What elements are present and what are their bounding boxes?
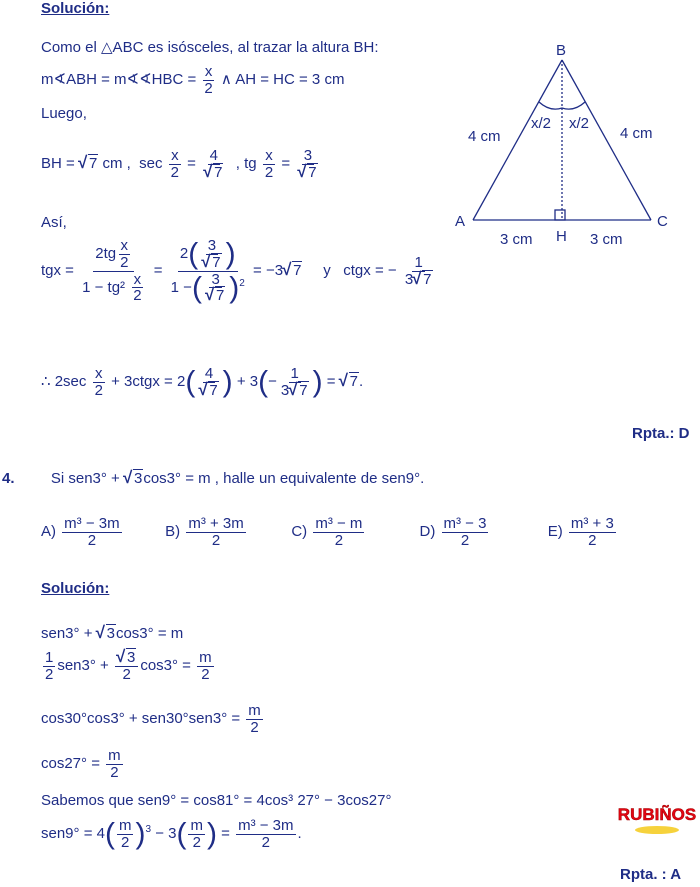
- text: cos3° =: [140, 657, 191, 675]
- num: [93, 238, 134, 272]
- eq: =: [281, 155, 291, 173]
- den: 2: [192, 833, 201, 851]
- sqrt7: [283, 262, 302, 279]
- fraction-m-2: [188, 818, 205, 851]
- den: 2: [170, 163, 179, 181]
- fraction-x-2: [169, 148, 181, 181]
- fraction-1-3sqrt7: [403, 255, 435, 288]
- asi-text: Así,: [41, 214, 67, 231]
- angle-arc-left: [539, 102, 562, 109]
- num: x: [204, 63, 213, 80]
- text: cos27° =: [41, 755, 100, 773]
- text: cos3° = m: [115, 625, 184, 642]
- option-e[interactable]: [548, 516, 618, 549]
- bh-line: [41, 148, 322, 181]
- num: 3: [207, 237, 217, 254]
- den: 2: [133, 287, 142, 305]
- fraction-x-2: [93, 366, 105, 399]
- num: m: [190, 817, 203, 834]
- num: 2( 3 √ 7 ): [178, 238, 238, 272]
- den: 2: [120, 253, 129, 271]
- fraction-1-3sqrt7: [279, 366, 311, 399]
- angle-arc-right: [562, 102, 585, 109]
- den: [403, 272, 435, 288]
- answer-options: [41, 516, 618, 549]
- den: 2: [110, 763, 119, 781]
- num: x: [171, 147, 179, 164]
- den: 2: [264, 163, 274, 181]
- coef: 3: [280, 381, 290, 399]
- question-4: [2, 470, 424, 487]
- fraction-m-2: [197, 650, 214, 683]
- text: cos30°cos3° + sen30°sen3° =: [41, 710, 241, 728]
- radicand: 7: [88, 155, 98, 173]
- ah-hc-text: ∧ AH = HC = 3 cm: [220, 71, 345, 89]
- radicand: 3: [106, 625, 115, 642]
- bh-label: BH =: [41, 155, 75, 173]
- fraction-m-2: [106, 748, 123, 781]
- den: 2: [334, 531, 344, 549]
- plus-three: + 3: [236, 373, 259, 391]
- label-ab: 4 cm: [468, 128, 501, 145]
- num: x: [133, 270, 142, 288]
- radicand: 7: [212, 253, 221, 271]
- vertex-c: C: [657, 213, 668, 230]
- minus-sign: −: [268, 373, 277, 391]
- option-label: A): [41, 523, 56, 541]
- radicand: 7: [214, 163, 223, 181]
- num: m³ − 3: [443, 515, 487, 532]
- fraction-sqrt3-2: [115, 650, 138, 683]
- num: m: [108, 747, 121, 764]
- den: [296, 165, 319, 181]
- coef: 3: [404, 270, 414, 288]
- option-label: C): [291, 523, 308, 541]
- fraction-m-2: [117, 818, 134, 851]
- label-half-right: x/2: [569, 115, 590, 132]
- sqrt3: [124, 470, 143, 487]
- period: .: [359, 373, 364, 391]
- den: 2: [87, 531, 97, 549]
- option-a[interactable]: [41, 516, 161, 549]
- right-angle-mark: [555, 210, 565, 220]
- option-d[interactable]: [420, 516, 544, 549]
- fraction-1-2: [43, 650, 55, 683]
- eq: =: [187, 155, 196, 173]
- sqrt7: [79, 155, 98, 172]
- radicand: 7: [293, 261, 302, 279]
- comma: ,: [235, 155, 240, 173]
- num: x: [265, 147, 273, 164]
- eq: =: [153, 261, 163, 279]
- den: [202, 165, 225, 181]
- sol2-line6: sen9° = 4( $\frac{m}{2}$ )$^3$ − 3( $\frac{m}{2}$ ) = $\frac{\text{m³ − 3m}}{2}$ .: [41, 817, 302, 851]
- sol2-line4: [41, 748, 125, 781]
- den: 2: [460, 531, 470, 549]
- tgx-formula: [41, 238, 437, 304]
- den: 2: [121, 833, 130, 851]
- sol2-line2: [41, 650, 216, 683]
- num: 1: [414, 253, 423, 271]
- fraction-x-2: [263, 148, 275, 181]
- question-text-a: Si sen3° +: [50, 470, 120, 487]
- option-label: E): [547, 523, 563, 541]
- triangle-diagram: [440, 38, 670, 253]
- result: = −3: [253, 261, 284, 279]
- text: sen3° +: [41, 625, 93, 642]
- period: .: [297, 825, 302, 843]
- double-angle-fraction: [80, 238, 147, 304]
- radicand: 3: [126, 649, 136, 666]
- vertex-a: A: [455, 213, 466, 230]
- den: 2: [211, 531, 221, 549]
- num: m³ − 3m: [238, 817, 294, 834]
- answer-1: Rpta.: D: [632, 425, 690, 442]
- num: 4: [209, 147, 218, 164]
- num: m³ + 3: [570, 515, 614, 532]
- therefore-text: ∴ 2sec: [41, 373, 87, 391]
- text: sen3° +: [57, 657, 109, 675]
- question-text-b: cos3° = m , halle un equivalente de sen9°.: [143, 470, 425, 487]
- den: 2: [261, 833, 270, 851]
- den: [80, 272, 147, 305]
- eq: =: [221, 825, 230, 843]
- num: m³ + 3m: [188, 515, 244, 532]
- label-hc: 3 cm: [590, 231, 623, 248]
- den: 2: [122, 665, 131, 683]
- label-bc: 4 cm: [620, 125, 653, 142]
- den: 2: [45, 665, 54, 683]
- option-label: D): [419, 523, 436, 541]
- fraction-3-sqrt7: [296, 148, 319, 181]
- vertex-b: B: [556, 42, 567, 59]
- luego-text: Luego,: [41, 105, 87, 122]
- tg-label: tg: [244, 155, 257, 173]
- unit: cm ,: [102, 155, 131, 173]
- fraction-result: [236, 818, 295, 851]
- num: m: [199, 649, 212, 666]
- num: m³ − m: [315, 515, 363, 532]
- solution-heading-2: Solución:: [41, 580, 110, 597]
- label-half-left: x/2: [531, 115, 552, 132]
- option-b[interactable]: [165, 516, 287, 549]
- radicand: 3: [134, 470, 143, 487]
- num: 4: [204, 365, 214, 382]
- num: 1: [290, 365, 299, 382]
- num: m: [248, 702, 261, 719]
- fraction-m-2: [246, 703, 263, 736]
- and-text: y: [323, 261, 331, 279]
- angle-relation: [41, 64, 344, 97]
- sol2-line1: [41, 625, 183, 642]
- den: 1 −( 3 √ 7 )$^2$: [169, 272, 247, 305]
- mid-text: + 3ctgx = 2: [111, 373, 186, 391]
- radicand: 7: [209, 381, 218, 399]
- den: 2: [204, 79, 213, 97]
- num-text: 2tg: [95, 245, 117, 263]
- statement-line: Como el △ABC es isósceles, al trazar la altura BH:: [41, 39, 379, 56]
- sqrt7: [340, 373, 359, 390]
- radicand: 7: [299, 381, 308, 399]
- option-c[interactable]: [291, 516, 415, 549]
- radicand: 7: [308, 163, 317, 181]
- svg-text:RUBIÑOS: RUBIÑOS: [617, 805, 697, 824]
- eq: =: [326, 373, 336, 391]
- num: x: [95, 365, 103, 382]
- question-number: 4.: [2, 470, 15, 487]
- substituted-fraction: [169, 238, 247, 304]
- fraction-x-2: [202, 64, 214, 97]
- num: 3: [303, 147, 313, 164]
- radicand: 7: [423, 270, 432, 288]
- rubinos-logo: [617, 790, 697, 840]
- den: 2: [94, 381, 103, 399]
- num: m³ − 3m: [64, 515, 120, 532]
- den: 2: [250, 718, 259, 736]
- tgx-label: tgx =: [41, 261, 74, 279]
- den: 2: [201, 665, 210, 683]
- sol2-line5: Sabemos que sen9° = cos81° = 4cos³ 27° − 3cos27°: [41, 792, 392, 809]
- num: 3: [211, 270, 220, 288]
- fraction-4-sqrt7: [197, 366, 220, 399]
- vertex-h: H: [556, 228, 567, 245]
- conclusion-line: ∴ 2sec $\frac{x}{2}$ + 3ctgx = 2( 4 √ 7 ) + 3(− $\frac{1}{3√ 7}$ ) = √ 7.: [41, 366, 363, 399]
- num: 1: [45, 649, 54, 666]
- den-text: 1 − tg²: [82, 278, 130, 296]
- sec-label: sec: [139, 155, 163, 173]
- sqrt3: [97, 625, 116, 642]
- fraction-4-sqrt7: [202, 148, 225, 181]
- text: sen9° = 4: [41, 825, 105, 843]
- sol2-line3: [41, 703, 265, 736]
- num: x: [120, 237, 129, 254]
- num: m: [118, 817, 132, 834]
- den: 2: [588, 531, 597, 549]
- option-label: B): [165, 523, 181, 541]
- radicand: 7: [215, 287, 225, 305]
- text: − 3: [155, 825, 177, 843]
- ctgx-label: ctgx = −: [343, 261, 397, 279]
- one-minus: 1 −: [170, 278, 192, 296]
- solution-heading-1: Solución:: [41, 0, 110, 17]
- radicand: 7: [349, 373, 359, 391]
- angle-text: m∢ABH = m∢∢HBC =: [41, 71, 197, 89]
- label-ah: 3 cm: [500, 231, 533, 248]
- answer-2: Rpta. : A: [620, 866, 682, 883]
